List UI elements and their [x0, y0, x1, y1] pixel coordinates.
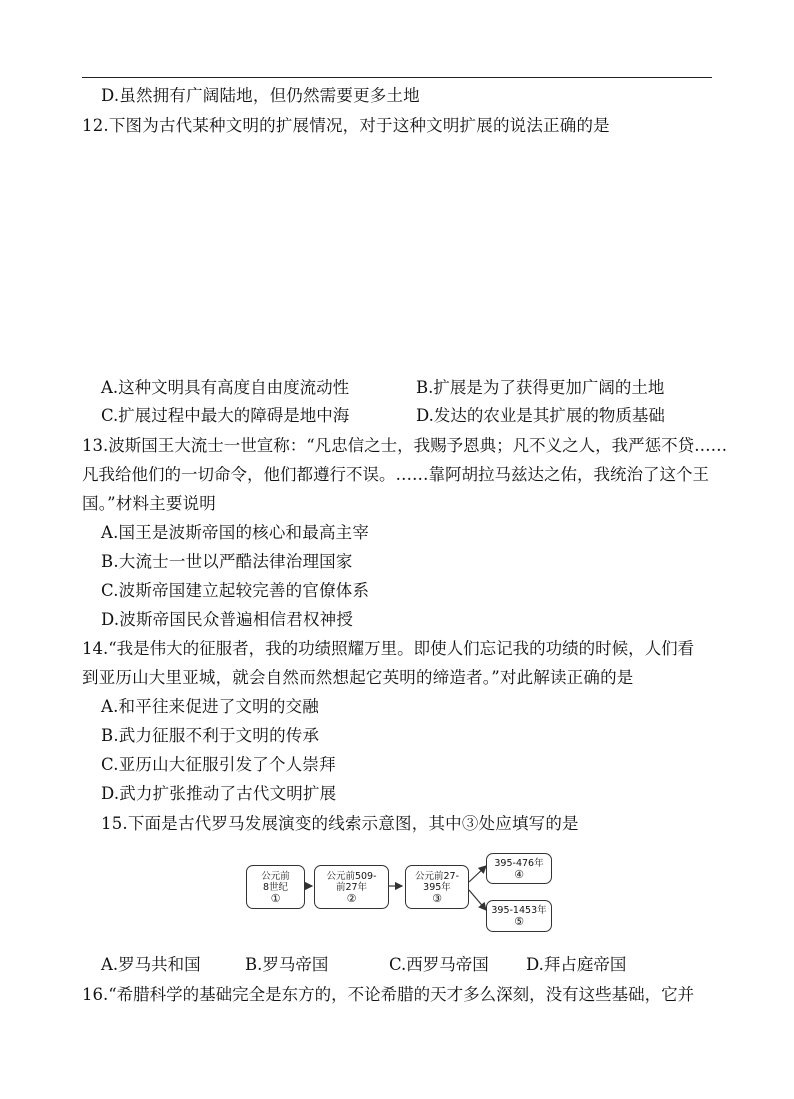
box4-line1: 395-476年 [494, 857, 544, 869]
q16-stem-line1: 16.“希腊科学的基础完全是东方的，不论希腊的天才多么深刻，没有这些基础，它并 [82, 985, 695, 1004]
q12-stem: 12.下图为古代某种文明的扩展情况，对于这种文明扩展的说法正确的是 [82, 116, 610, 135]
q12-figure-area [82, 140, 712, 370]
q14-option-b: B.武力征服不利于文明的传承 [101, 726, 320, 745]
q14-option-d: D.武力扩张推动了古代文明扩展 [101, 784, 337, 803]
q13-option-a: A.国王是波斯帝国的核心和最高主宰 [101, 523, 370, 542]
box2-number: ② [346, 891, 357, 905]
box3-line1: 公元前27- [414, 870, 460, 882]
timeline-box-3 [405, 865, 469, 909]
box2-line1: 公元前509- [326, 870, 377, 882]
q14-stem-line2: 到亚历山大里亚城，就会自然而然想起它英明的缔造者。”对此解读正确的是 [82, 668, 634, 687]
q12-option-c: C.扩展过程中最大的障碍是地中海 [101, 406, 350, 425]
q14-option-c: C.亚历山大征服引发了个人崇拜 [101, 755, 336, 774]
q13-option-d: D.波斯帝国民众普遍相信君权神授 [101, 610, 354, 629]
box3-number: ③ [432, 891, 442, 905]
box4-number: ④ [514, 867, 524, 881]
q14-stem-line1: 14.“我是伟大的征服者，我的功绩照耀万里。即使人们忘记我的功绩的时候，人们看 [82, 639, 695, 658]
rome-timeline-diagram [240, 852, 560, 942]
timeline-box-2 [314, 865, 389, 909]
q12-option-b: B.扩展是为了获得更加广阔的土地 [416, 378, 665, 397]
q15-option-b: B.罗马帝国 [245, 955, 329, 974]
q15-option-c: C.西罗马帝国 [389, 955, 489, 974]
q13-stem-line2: 凡我给他们的一切命令，他们都遵行不误。……靠阿胡拉马兹达之佑，我统治了这个王 [82, 465, 709, 484]
q15-option-a: A.罗马共和国 [101, 955, 201, 974]
box1-line2: 8世纪 [262, 881, 289, 893]
box1-line1: 公元前 [261, 870, 290, 882]
arrow-3-4 [469, 866, 486, 882]
box5-line1: 395-1453年 [491, 905, 547, 916]
q12-option-d: D.发达的农业是其扩展的物质基础 [416, 406, 665, 425]
q13-stem-line1: 13.波斯国王大流士一世宣称：“凡忠信之士，我赐予恩典；凡不义之人，我严惩不贷…… [82, 436, 728, 455]
timeline-box-5 [486, 900, 552, 932]
q13-option-b: B.大流士一世以严酷法律治理国家 [101, 552, 353, 571]
arrow-3-5 [469, 890, 486, 910]
q13-stem-line3: 国。”材料主要说明 [82, 494, 216, 513]
timeline-box-1 [246, 865, 305, 909]
q15-stem: 15.下面是古代罗马发展演变的线索示意图，其中③处应填写的是 [101, 814, 579, 833]
q12-option-a: A.这种文明具有高度自由度流动性 [101, 378, 350, 397]
box3-line2: 395年 [423, 881, 451, 893]
q14-option-a: A.和平往来促进了文明的交融 [101, 697, 319, 716]
header-rule [82, 77, 712, 78]
timeline-box-4 [486, 853, 552, 884]
box1-number: ① [270, 891, 281, 905]
q15-option-d: D.拜占庭帝国 [526, 955, 627, 974]
q13-option-c: C.波斯帝国建立起较完善的官僚体系 [101, 581, 370, 600]
box2-line2: 前27年 [335, 881, 368, 893]
box5-number: ⑤ [514, 915, 524, 928]
q11-option-d: D.虽然拥有广阔陆地，但仍然需要更多土地 [101, 86, 420, 105]
